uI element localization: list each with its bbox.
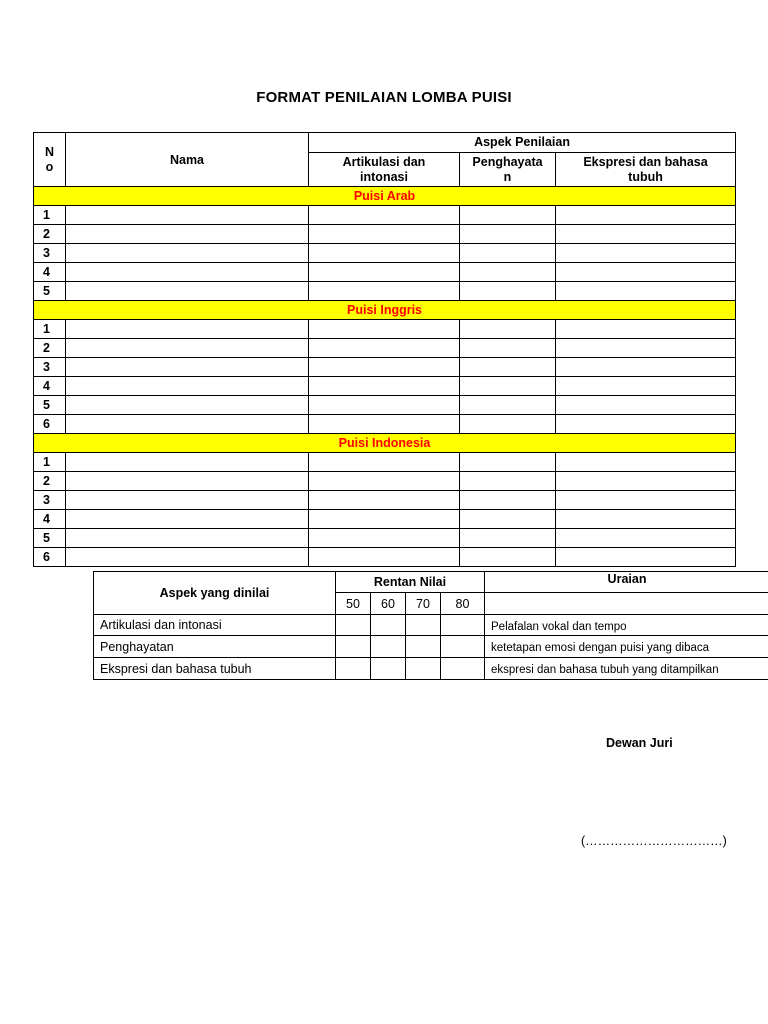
table-row [34,453,736,472]
penghayatan-cell[interactable] [460,358,556,377]
artikulasi-cell[interactable] [309,358,460,377]
artikulasi-cell[interactable] [309,396,460,415]
row-number: 1 [34,206,66,225]
nama-cell[interactable] [66,358,309,377]
ekspresi-cell[interactable] [556,529,736,548]
ekspresi-cell[interactable] [556,358,736,377]
nama-cell[interactable] [66,510,309,529]
aspect-artikulasi: Artikulasi dan intonasi [94,615,336,636]
nama-cell[interactable] [66,377,309,396]
header-uraian: Uraian [485,572,768,593]
ekspresi-cell[interactable] [556,225,736,244]
header-nama: Nama [66,133,309,187]
ekspresi-cell[interactable] [556,320,736,339]
penghayatan-cell[interactable] [460,529,556,548]
section-label: Puisi Arab [34,187,736,206]
nama-cell[interactable] [66,282,309,301]
score-cell[interactable] [371,636,406,658]
score-cell[interactable] [406,636,441,658]
row-number: 2 [34,472,66,491]
row-number: 1 [34,453,66,472]
ekspresi-cell[interactable] [556,396,736,415]
score-range-table [93,571,768,680]
ekspresi-cell[interactable] [556,510,736,529]
penghayatan-cell[interactable] [460,396,556,415]
ekspresi-cell[interactable] [556,415,736,434]
artikulasi-cell[interactable] [309,491,460,510]
penghayatan-cell[interactable] [460,225,556,244]
header-artikulasi: Artikulasi dan intonasi [309,153,460,187]
nama-cell[interactable] [66,415,309,434]
score-cell[interactable] [406,615,441,636]
page-title: FORMAT PENILAIAN LOMBA PUISI [256,89,512,106]
nama-cell[interactable] [66,206,309,225]
row-number: 3 [34,358,66,377]
artikulasi-cell[interactable] [309,225,460,244]
row-number: 5 [34,282,66,301]
penghayatan-cell[interactable] [460,415,556,434]
ekspresi-cell[interactable] [556,491,736,510]
score-cell[interactable] [336,636,371,658]
artikulasi-cell[interactable] [309,320,460,339]
artikulasi-cell[interactable] [309,244,460,263]
nama-cell[interactable] [66,396,309,415]
section-label: Puisi Inggris [34,301,736,320]
table-row [34,396,736,415]
section-header [34,434,736,453]
artikulasi-cell[interactable] [309,282,460,301]
penghayatan-cell[interactable] [460,263,556,282]
table-row [34,263,736,282]
table-row [34,472,736,491]
score-cell[interactable] [371,658,406,680]
ekspresi-cell[interactable] [556,339,736,358]
penghayatan-cell[interactable] [460,206,556,225]
score-cell[interactable] [371,615,406,636]
artikulasi-cell[interactable] [309,453,460,472]
section-header [34,301,736,320]
score-70: 70 [406,593,441,615]
uraian-penghayatan: ketetapan emosi dengan puisi yang dibaca [485,636,768,658]
row-number: 4 [34,263,66,282]
penghayatan-cell[interactable] [460,244,556,263]
nama-cell[interactable] [66,491,309,510]
nama-cell[interactable] [66,263,309,282]
penghayatan-cell[interactable] [460,282,556,301]
table-row [34,377,736,396]
table-row [34,529,736,548]
penghayatan-cell[interactable] [460,453,556,472]
artikulasi-cell[interactable] [309,510,460,529]
header-aspek-penilaian: Aspek Penilaian [309,133,736,153]
score-cell[interactable] [406,658,441,680]
uraian-blank [485,593,768,615]
header-rentan-nilai: Rentan Nilai [336,572,485,593]
row-number: 5 [34,396,66,415]
uraian-ekspresi: ekspresi dan bahasa tubuh yang ditampilkan [485,658,768,680]
table-row [34,548,736,567]
header-ekspresi: Ekspresi dan bahasa tubuh [556,153,736,187]
nama-cell[interactable] [66,225,309,244]
score-cell[interactable] [441,636,485,658]
artikulasi-cell[interactable] [309,529,460,548]
row-number: 6 [34,415,66,434]
artikulasi-cell[interactable] [309,339,460,358]
row-number: 2 [34,339,66,358]
score-cell[interactable] [336,658,371,680]
score-60: 60 [371,593,406,615]
table-row [34,206,736,225]
score-cell[interactable] [441,615,485,636]
artikulasi-cell[interactable] [309,548,460,567]
penghayatan-cell[interactable] [460,377,556,396]
score-cell[interactable] [441,658,485,680]
dewan-juri-label: Dewan Juri [606,736,673,750]
nama-cell[interactable] [66,244,309,263]
ekspresi-cell[interactable] [556,244,736,263]
section-label: Puisi Indonesia [34,434,736,453]
aspect-penghayatan: Penghayatan [94,636,336,658]
row-number: 2 [34,225,66,244]
uraian-artikulasi: Pelafalan vokal dan tempo [485,615,768,636]
ekspresi-cell[interactable] [556,206,736,225]
row-number: 1 [34,320,66,339]
penghayatan-cell[interactable] [460,320,556,339]
score-80: 80 [441,593,485,615]
artikulasi-cell[interactable] [309,206,460,225]
ekspresi-cell[interactable] [556,472,736,491]
nama-cell[interactable] [66,453,309,472]
row-number: 3 [34,244,66,263]
table-row [34,339,736,358]
penghayatan-cell[interactable] [460,510,556,529]
row-number: 4 [34,510,66,529]
table-row [34,225,736,244]
penghayatan-cell[interactable] [460,548,556,567]
ekspresi-cell[interactable] [556,263,736,282]
ekspresi-cell[interactable] [556,453,736,472]
table-row [34,491,736,510]
row-number: 6 [34,548,66,567]
signature-line: (……………………………) [581,834,727,848]
artikulasi-cell[interactable] [309,472,460,491]
score-cell[interactable] [336,615,371,636]
penghayatan-cell[interactable] [460,472,556,491]
aspect-ekspresi: Ekspresi dan bahasa tubuh [94,658,336,680]
nama-cell[interactable] [66,529,309,548]
artikulasi-cell[interactable] [309,263,460,282]
table-row [34,320,736,339]
row-number: 4 [34,377,66,396]
nama-cell[interactable] [66,320,309,339]
assessment-table [33,132,736,567]
nama-cell[interactable] [66,548,309,567]
section-header [34,187,736,206]
score-50: 50 [336,593,371,615]
table-row [34,510,736,529]
ekspresi-cell[interactable] [556,548,736,567]
artikulasi-cell[interactable] [309,415,460,434]
penghayatan-cell[interactable] [460,339,556,358]
table-row [34,282,736,301]
nama-cell[interactable] [66,339,309,358]
header-no: N o [34,133,66,187]
nama-cell[interactable] [66,472,309,491]
table-row [34,415,736,434]
table-row [34,244,736,263]
artikulasi-cell[interactable] [309,377,460,396]
header-aspek-dinilai: Aspek yang dinilai [94,572,336,615]
row-number: 3 [34,491,66,510]
header-penghayatan: Penghayata n [460,153,556,187]
row-number: 5 [34,529,66,548]
ekspresi-cell[interactable] [556,377,736,396]
penghayatan-cell[interactable] [460,491,556,510]
ekspresi-cell[interactable] [556,282,736,301]
table-row [34,358,736,377]
